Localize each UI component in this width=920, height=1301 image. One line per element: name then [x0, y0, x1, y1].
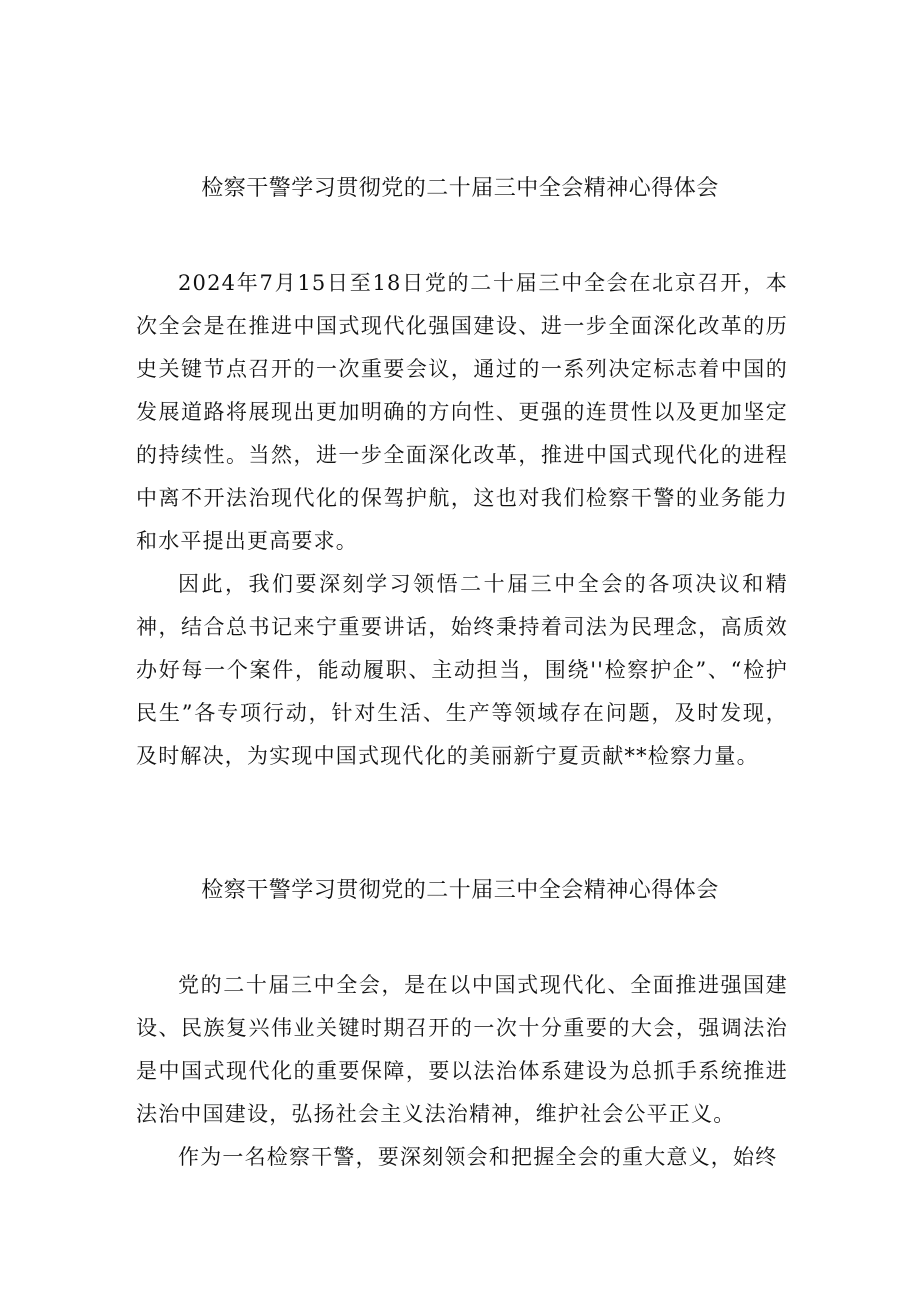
article-2-title: 检察干警学习贯彻党的二十届三中全会精神心得体会	[201, 878, 719, 903]
article-1-body	[136, 262, 788, 778]
article-1-paragraph-1: 2024年7月15日至18日党的二十届三中全会在北京召开，本次全会是在推进中国式现代化强国建设、进一步全面深化改革的历史关键节点召开的一次重要会议，通过的一系列决定标志着中国的发展道路将展现出更加明确的方向性、更强的连贯性以及更加坚定的持续性。当然，进一步全面深化改革，推进中国式现代化的进程中离不开法治现代化的保驾护航，这也对我们检察干警的业务能力和水平提出更高要求。	[136, 271, 788, 553]
article-2-body	[136, 964, 788, 1179]
article-2-paragraph-1: 党的二十届三中全会，是在以中国式现代化、全面推进强国建设、民族复兴伟业关键时期召开的一次十分重要的大会，强调法治是中国式现代化的重要保障，要以法治体系建设为总抓手系统推进法治中国建设，弘扬社会主义法治精神，维护社会公平正义。	[136, 973, 788, 1126]
article-1-paragraph-2: 因此，我们要深刻学习领悟二十届三中全会的各项决议和精神，结合总书记来宁重要讲话，始终秉持着司法为民理念，高质效办好每一个案件，能动履职、主动担当，围绕''检察护企”、“检护民生”各专项行动，针对生活、生产等领域存在问题，及时发现，及时解决，为实现中国式现代化的美丽新宁夏贡献**检察力量。	[136, 572, 788, 768]
article-1-title: 检察干警学习贯彻党的二十届三中全会精神心得体会	[201, 176, 719, 201]
article-2-paragraph-2: 作为一名检察干警，要深刻领会和把握全会的重大意义，始终	[178, 1145, 778, 1169]
